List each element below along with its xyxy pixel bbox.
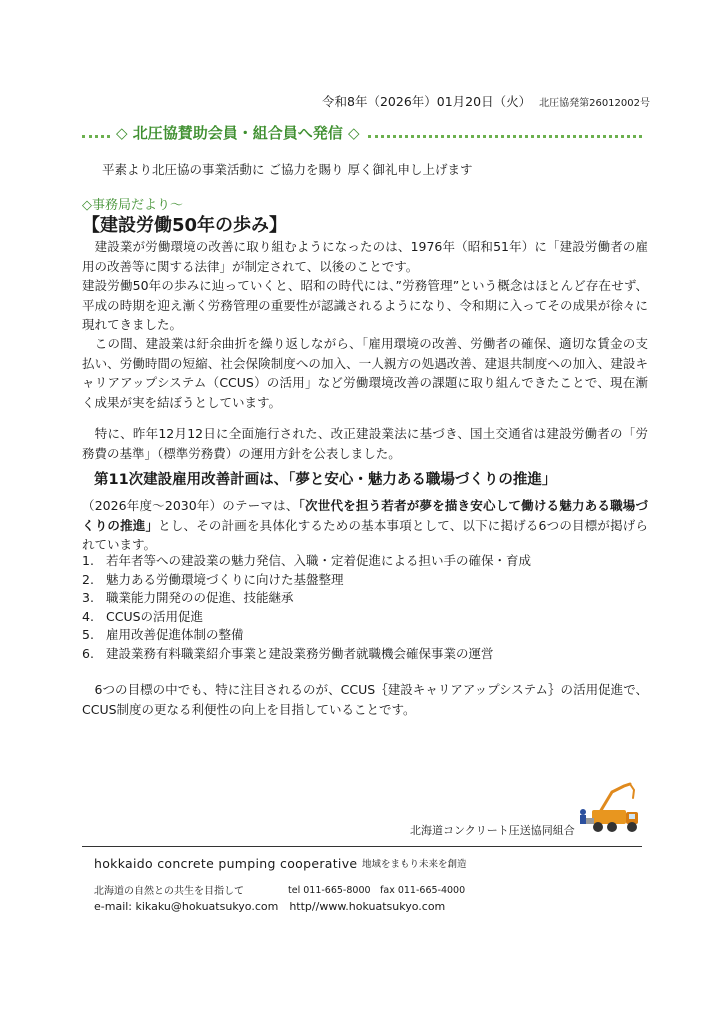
association-name-english: hokkaido concrete pumping cooperative bbox=[94, 856, 358, 871]
dotted-rule-left bbox=[82, 126, 110, 138]
list-item-text: CCUSの活用促進 bbox=[106, 608, 204, 624]
banner-title: ◇ 北圧協賛助会員・組合員へ発信 ◇ bbox=[116, 123, 360, 142]
list-item-text: 雇用改善促進体制の整備 bbox=[106, 627, 244, 643]
document-number: 北圧協発第26012002号 bbox=[539, 98, 650, 109]
plan-intro-post: とし、その計画を具体化するための基本事項として、以下に掲げる6つの目標が掲げられています。 bbox=[82, 517, 648, 552]
list-item bbox=[82, 626, 648, 645]
office-news-label: ◇事務局だより～ bbox=[82, 198, 183, 213]
plan-intro bbox=[82, 496, 648, 555]
list-item-number: 1. bbox=[82, 553, 94, 568]
list-item-text: 建設業務有料職業紹介事業と建設業務労働者就職機会確保事業の運営 bbox=[106, 645, 494, 661]
list-item-text: 若年者等への建設業の魅力発信、入職・定着促進による担い手の確保・育成 bbox=[106, 553, 532, 568]
list-item-text: 魅力ある労働環境づくりに向けた基盤整理 bbox=[106, 571, 344, 587]
paragraph-3: この間、建設業は紆余曲折を繰り返しながら、「雇用環境の改善、労働者の確保、適切な賃金の支払い、労働時間の短縮、社会保険制度への加入、一人親方の処遇改善、建退共制度への加入、建設キャリアアップシステム（CCUS）の活用」など労働環境改善の課題に取り組んできたことで、現在漸く成果が実を結ぼうとしています。 bbox=[82, 336, 648, 410]
dotted-rule-right bbox=[368, 126, 642, 138]
list-item-number: 2. bbox=[82, 571, 94, 587]
list-item bbox=[82, 552, 648, 571]
list-item-number: 4. bbox=[82, 608, 94, 624]
paragraph-1: 建設業が労働環境の改善に取り組むようになったのは、1976年（昭和51年）に「建設労働者の雇用の改善等に関する法律」が制定されて、以後のことです。 bbox=[82, 239, 648, 274]
goal-list bbox=[82, 552, 648, 664]
closing-paragraph: 6つの目標の中でも、特に注目されるのが、CCUS｛建設キャリアアップシステム｝の活用促進で、CCUS制度の更なる利便性の向上を目指していることです。 bbox=[82, 682, 648, 717]
email-website[interactable]: e-mail: kikaku@hokuatsukyo.com http//www.hokuatsukyo.com bbox=[94, 900, 446, 913]
list-item-number: 3. bbox=[82, 590, 94, 606]
association-name: 北海道コンクリート圧送協同組合 bbox=[410, 824, 575, 837]
greeting: 平素より北圧協の事業活動に ご協力を賜り 厚く御礼申し上げます bbox=[102, 162, 473, 177]
list-item-text: 職業能力開発のの促進、技能継承 bbox=[106, 590, 294, 606]
list-item bbox=[82, 571, 648, 590]
article-heading: 【建設労働50年の歩み】 bbox=[82, 215, 288, 236]
plan-heading: 第11次建設雇用改善計画は、「夢と安心・魅力ある職場づくりの推進」 bbox=[94, 472, 557, 488]
list-item-number: 6. bbox=[82, 645, 94, 661]
paragraph-2: 建設労働50年の歩みに辿っていくと、昭和の時代には、”労務管理”という概念はほとんど存在せず、平成の時期を迎え漸く労務管理の重要性が認識されるようになり、令和期に入ってその成果が徐々に現れてきました。 bbox=[82, 278, 648, 332]
slogan: 地域をまもり未来を創造 bbox=[362, 859, 467, 870]
nature-slogan: 北海道の自然との共生を目指して bbox=[94, 886, 244, 897]
pump-truck-illustration bbox=[578, 782, 642, 838]
list-item bbox=[82, 645, 648, 664]
list-item bbox=[82, 589, 648, 608]
paragraph-4: 特に、昨年12月12日に全面施行された、改正建設業法に基づき、国土交通省は建設労働者の「労務費の基準」（標準労務費）の運用方針を公表しました。 bbox=[82, 426, 648, 461]
plan-intro-pre: （2026年度～2030年）のテーマは、 bbox=[82, 498, 299, 513]
banner bbox=[82, 122, 642, 142]
issue-date: 令和8年（2026年）01月20日（火） bbox=[322, 94, 532, 109]
tel-fax: tel 011-665-8000 fax 011-665-4000 bbox=[288, 885, 466, 896]
footer-divider bbox=[82, 846, 642, 847]
date-line bbox=[322, 92, 650, 110]
plan-intro-theme: 「次世代を担う若者が夢を描き安心して働ける魅力ある職場づくりの推進」 bbox=[82, 498, 648, 533]
list-item bbox=[82, 608, 648, 627]
list-item-number: 5. bbox=[82, 627, 94, 643]
